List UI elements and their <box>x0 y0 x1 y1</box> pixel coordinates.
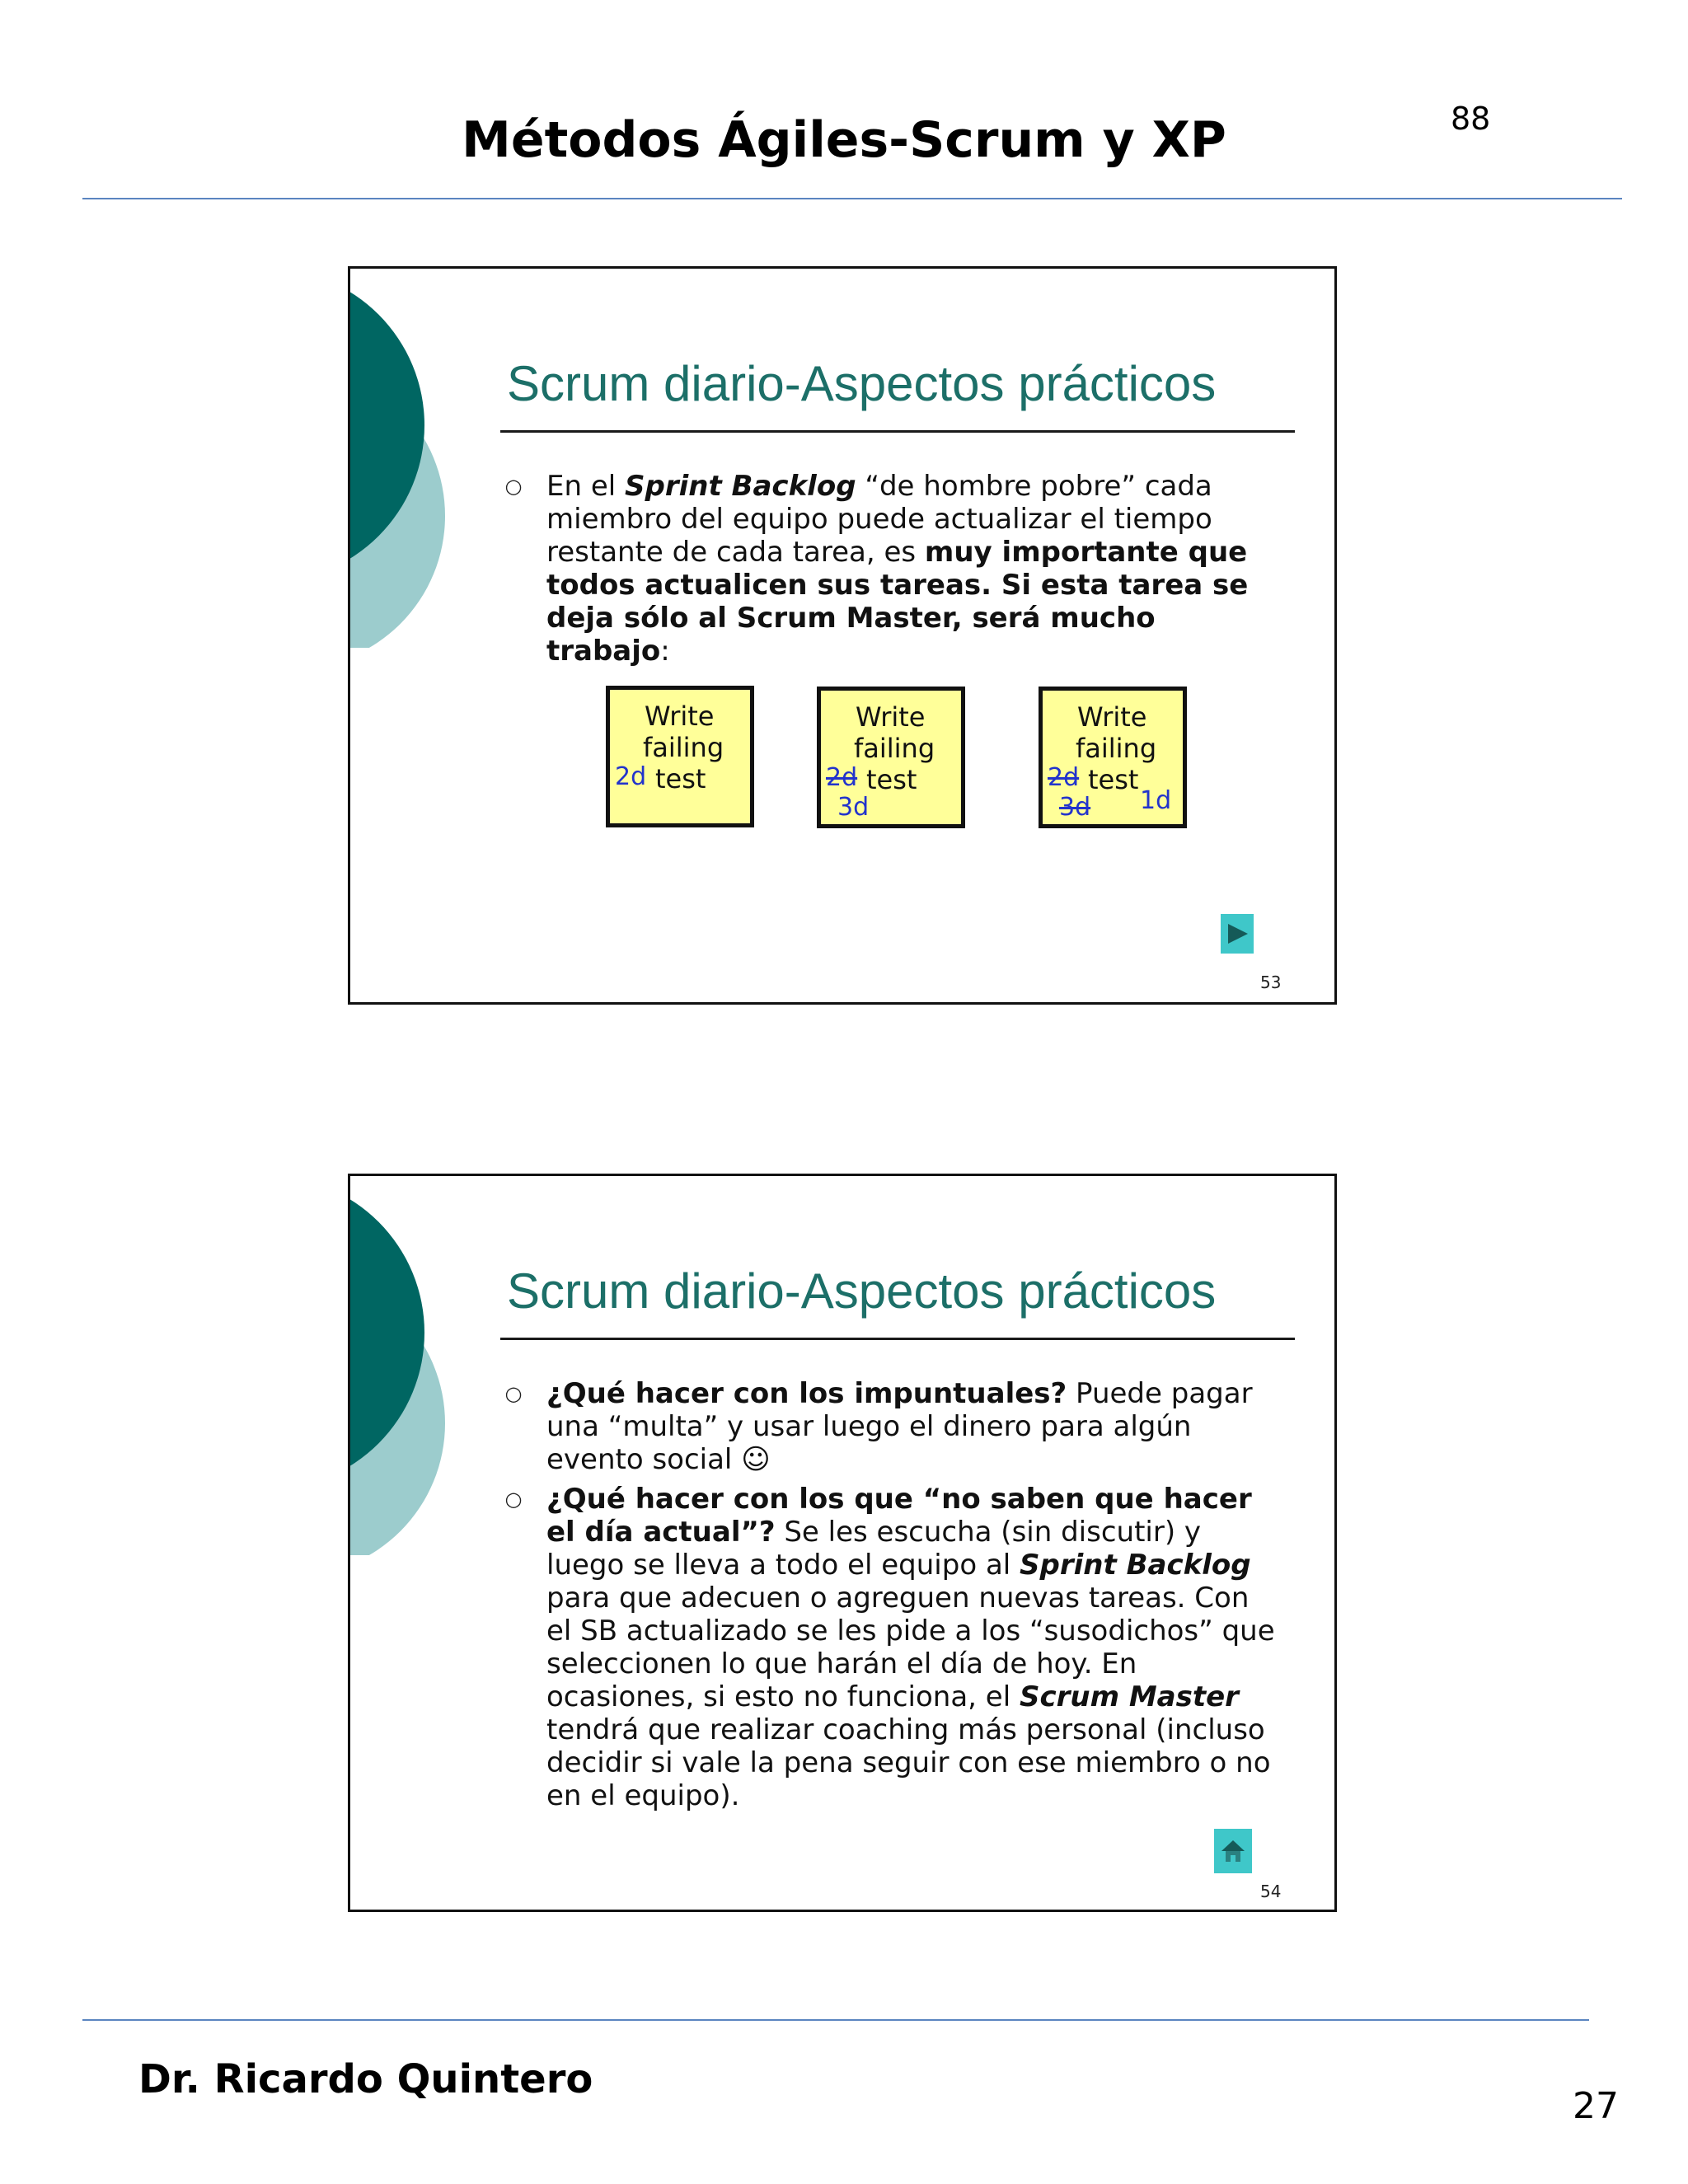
bullet-circle-icon: ○ <box>504 475 523 498</box>
page-title: Métodos Ágiles-Scrum y XP <box>462 111 1226 169</box>
title-rule <box>500 1338 1295 1340</box>
note-line: failing <box>1076 733 1157 764</box>
bullet-text: Se les escucha (sin discutir) y luego se lleva a todo el equipo al <box>546 1516 1202 1582</box>
footer-divider <box>82 2019 1589 2021</box>
top-page-number: 88 <box>1451 101 1491 137</box>
bullet-text: : <box>660 635 670 668</box>
slide-decoration <box>350 269 466 648</box>
home-button[interactable] <box>1214 1829 1252 1873</box>
task-note-1 <box>606 686 754 827</box>
note-line: failing <box>854 733 935 764</box>
bullet-strong: muy importante que todos actualicen sus tareas. Si esta tarea se deja sólo al Scrum Master, será mucho trabajo <box>546 536 1249 668</box>
bullet-text: “de hombre pobre” cada miembro del equipo puede actualizar el tiempo restante de cada tarea, es <box>546 470 1212 569</box>
slide-decoration <box>350 1176 466 1555</box>
bullet-strong: ¿Qué hacer con los impuntuales? <box>546 1377 1067 1410</box>
bullet-text: tendrá que realizar coaching más personal (incluso decidir si vale la pena seguir con ese miembro o no en el equipo). <box>546 1713 1271 1812</box>
task-note-3 <box>1039 687 1187 828</box>
bullet-strong: ¿Qué hacer con los que “no saben que hacer el día actual”? <box>546 1483 1252 1549</box>
estimate-struck: 3d <box>1059 793 1091 822</box>
bullet-list <box>497 470 1280 674</box>
bullet-circle-icon: ○ <box>504 1382 523 1405</box>
note-line: Write <box>645 701 715 732</box>
bullet-item <box>497 470 1280 668</box>
slide-54 <box>348 1174 1337 1912</box>
bullet-emphasis: Sprint Backlog <box>1020 1549 1251 1582</box>
estimate-struck: 2d <box>826 763 858 792</box>
note-line: test <box>655 763 706 794</box>
header-divider <box>82 198 1622 199</box>
page-number: 27 <box>1573 2085 1619 2127</box>
estimate-struck: 2d <box>1048 763 1080 792</box>
bullet-text: para que adecuen o agreguen nuevas tareas. Con el SB actualizado se les pide a los “susodichos” que seleccionen lo que harán el día de hoy. En ocasiones, si esto no funciona, el <box>546 1582 1275 1713</box>
estimate: 2d <box>615 762 647 791</box>
next-slide-button[interactable] <box>1221 914 1254 954</box>
slide-number: 54 <box>1260 1882 1282 1901</box>
estimate: 3d <box>837 793 870 822</box>
home-icon <box>1219 1837 1247 1865</box>
slide-number: 53 <box>1260 972 1282 992</box>
bullet-text: Puede pagar una “multa” y usar luego el dinero para algún evento social ☺ <box>546 1377 1253 1476</box>
footer-author: Dr. Ricardo Quintero <box>138 2056 593 2102</box>
title-rule <box>500 430 1295 433</box>
play-arrow-icon <box>1225 921 1250 946</box>
estimate: 1d <box>1140 786 1172 815</box>
note-line: test <box>1088 764 1139 795</box>
bullet-emphasis: Sprint Backlog <box>625 470 856 503</box>
bullet-circle-icon: ○ <box>504 1488 523 1511</box>
slide-53 <box>348 266 1337 1005</box>
bullet-emphasis: Scrum Master <box>1019 1680 1239 1713</box>
bullet-list <box>497 1377 1280 1819</box>
note-line: Write <box>1077 701 1147 733</box>
bullet-item <box>497 1483 1280 1812</box>
bullet-text: En el <box>546 470 626 503</box>
note-line: test <box>866 764 917 795</box>
slide-title: Scrum diario-Aspectos prácticos <box>507 1263 1217 1319</box>
note-line: failing <box>643 732 724 763</box>
task-note-2 <box>817 687 965 828</box>
bullet-item <box>497 1377 1280 1476</box>
slide-title: Scrum diario-Aspectos prácticos <box>507 356 1217 411</box>
note-line: Write <box>856 701 926 733</box>
